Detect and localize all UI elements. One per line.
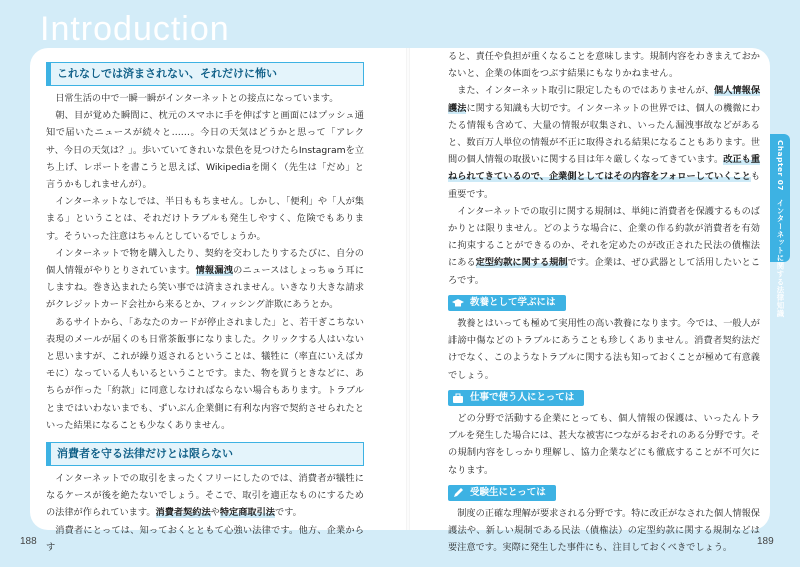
subheading-work: 仕事で使う人にとっては	[448, 390, 584, 406]
paragraph: インターネットでの取引に関する規制は、単純に消費者を保護するものばかりとは限りません。どのような場合に、企業の作る約款が消費者を有効に拘束することができるのか、それを定めたのが改正された民法の債権法にある定型約款に関する規制です。企業は、ぜひ武器として活用したいところです。	[448, 205, 761, 286]
highlight-term: 消費者契約法	[155, 507, 211, 519]
right-column	[448, 48, 760, 557]
highlight-term: 情報漏洩	[195, 265, 234, 277]
briefcase-icon	[452, 392, 464, 404]
page-title: Introduction	[40, 10, 230, 48]
paragraph: また、インターネット取引に限定したものではありませんが、個人情報保護法に関する知識も大切です。インターネットの世界では、個人の機微にわたる情報も含めて、大量の情報が収集され、いったん漏洩事故などがあると、数百万人単位の情報が不正に取得される結果になることもあります。世間の個人情報の取扱いに関する目は年々厳しくなってきています。改正も重ねられてきているので、企業側としてはその内容をフォローしていくことも重要です。	[448, 85, 761, 200]
paragraph: ると、責任や負担が重くなることを意味します。規制内容をわきまえておかないと、企業の体面をつぶす結果にもなりかねません。	[448, 51, 760, 80]
paragraph: あるサイトから、「あなたのカードが停止されました」と、若干ぎこちない表現のメールが届くのも日常茶飯事になりました。クリックする人はいないと思いますが、これが繰り返されるということは、犠牲に（率直にいえばカモに）なっている人もいるということです。また、物を買うときなどに、あちらが作った「約款」に同意しなければならない場合もあります。トラブルとまではいわないまでも、ずいぶん企業側に有利な内容で契約させられたといった結果になることも少なくありません。	[46, 316, 364, 431]
highlight-term: 特定商取引法	[219, 507, 275, 519]
subheading-education: 教養として学ぶには	[448, 295, 566, 311]
highlight-term: 定型約款に関する規制	[475, 257, 568, 269]
highlight-term: 改正も重ねられてきているので、企業側としてはその内容をフォローしていくこと	[448, 154, 761, 183]
subheading-exam: 受験生にとっては	[448, 485, 556, 501]
paragraph: 教養とはいっても極めて実用性の高い教養になります。今では、一般人が誹謗中傷などのトラブルにあうことも珍しくありません。消費者契約法だけでなく、このようなトラブルに関する法も知っておくことが極めて有意義でしょう。	[448, 318, 760, 381]
paragraph: 消費者にとっては、知っておくとともて心強い法律です。他方、企業からす	[46, 524, 364, 553]
chapter-label: Chapter 07 インターネットに関する法律知識	[776, 140, 785, 318]
page-gutter	[406, 48, 410, 530]
pencil-icon	[452, 487, 464, 499]
paragraph: インターネットでの取引をまったくフリーにしたのでは、消費者が犠牲になるケースが後を絶たないでしょう。そこで、取引を適正なものにするための法律が作られています。消費者契約法や特定商取引法です。	[46, 473, 364, 519]
section-heading-2: 消費者を守る法律だけとは限らない	[46, 442, 364, 466]
paragraph: 制度の正確な理解が要求される分野です。特に改正がなされた個人情報保護法や、新しい規制である民法（債権法）の定型約款に関する規制などは要注意です。実際に発生した事件にも、注目しておくべきでしょう。	[448, 508, 760, 554]
paragraph: 朝、目が覚めた瞬間に、枕元のスマホに手を伸ばすと画面にはプッシュ通知で届いたニュースが続々と……。今日の天気はどうかと思って「アレクサ、今日の天気は？」。歩いていてきれいな景色を見つけたらInstagramを立ち上げ、レポートを書こうと思えば、Wikipediaを開く（先生は「だめ」と言うかもしれませんが）。	[46, 110, 364, 191]
highlight-term: 個人情報保護法	[448, 85, 761, 114]
section-heading-1: これなしでは済まされない、それだけに怖い	[46, 62, 364, 86]
paragraph: インターネットなしでは、半日ももちません。しかし、「便利」や「人が集まる」ということは、それだけトラブルも発生しやすく、危険でもあります。そういった注意はちゃんとしているでしょうか。	[46, 196, 364, 242]
paragraph: 日常生活の中で一瞬一瞬がインターネットとの接点になっています。	[55, 93, 339, 104]
paragraph: インターネットで物を購入したり、契約を交わしたりするたびに、自分の個人情報がやりとりされています。情報漏洩のニュースはしょっちゅう耳にしますね。巻き込まれたら笑い事では済まされません。いきなり大きな請求がクレジットカード会社から来るとか、フィッシング詐欺にあうとか。	[46, 247, 365, 311]
paragraph: どの分野で活動する企業にとっても、個人情報の保護は、いったんトラブルを発生した場合には、甚大な被害につながるおそれのある分野です。その規制内容をしっかり理解し、協力企業などにも徹底することが不可欠になります。	[448, 413, 760, 476]
graduation-cap-icon	[452, 297, 464, 309]
left-column	[46, 60, 364, 556]
page-number-right: 189	[757, 536, 774, 547]
page-number-left: 188	[20, 536, 37, 547]
